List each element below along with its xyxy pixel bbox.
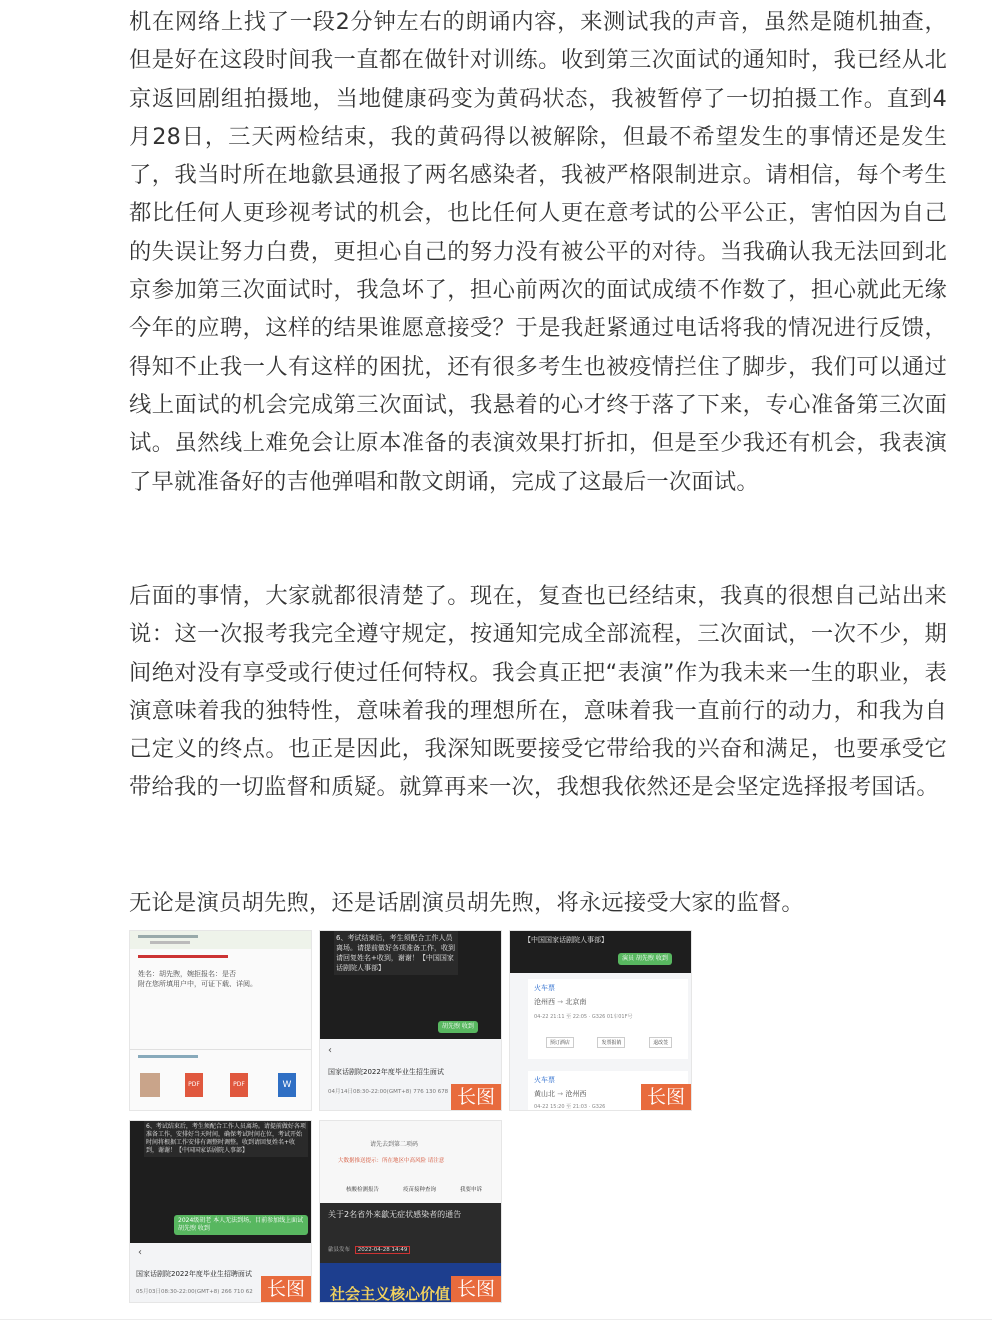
thumb5-top-note: 请先去到第二项码: [370, 1141, 419, 1148]
thumb5-banner-text: 社会主义核心价值: [330, 1285, 451, 1303]
thumb4-chat-text: 6、考试结束后，考生须配合工作人员离场。请提前做好各项准备工作，安排好当天时间，确保考试时间在位，考试开始时间将根据工作安排有调整时调整。收到请回复姓名+收到，谢谢！【中国国家话剧院人事部】: [144, 1121, 308, 1157]
long-image-badge: 长图: [641, 1084, 691, 1110]
invoice-button: 发票报销: [597, 1037, 625, 1048]
file-image-icon: [140, 1073, 160, 1097]
long-image-badge: 长图: [451, 1276, 501, 1302]
thumb2-meta: 04月14日08:30-22:00(GMT+8) 776 130 678: [328, 1089, 449, 1095]
thumb1-line-2: 附在您所填用户中，可证下载、详阅。: [138, 980, 257, 988]
back-arrow-icon: ‹: [138, 1247, 142, 1258]
image-thumbnail-4[interactable]: [129, 1120, 312, 1303]
train-ticket-icon-label: 火车票: [534, 984, 555, 992]
thumb5-source: 歙县发布: [328, 1247, 351, 1253]
thumb4-reply: 2024级胡老 本人无法到场，目前参加线上面试 胡先煦 收到: [174, 1215, 308, 1235]
long-image-badge: 长图: [451, 1084, 501, 1110]
ticket2-from: 黄山北: [534, 1090, 555, 1098]
ticket1-meta: 04-22 21:11 至 22:05 · G326 01车01F号: [534, 1014, 633, 1020]
image-thumbnail-2[interactable]: [319, 930, 502, 1111]
hotel-button: 预订酒店: [546, 1037, 574, 1048]
article-paragraph-1: 机在网络上找了一段2分钟左右的朗诵内容，来测试我的声音，虽然是随机抽查，但是好在这段时间我一直都在做针对训练。收到第三次面试的通知时，我已经从北京返回剧组拍摄地，当地健康码变为黄码状态，我被暂停了一切拍摄工作。直到4月28日，三天两检结束，我的黄码得以被解除，但最不希望发生的事情还是发生了，我当时所在地歙县通报了两名感染者，我被严格限制进京。请相信，每个考生都比任何人更珍视考试的机会，也比任何人更在意考试的公平公正，害怕因为自己的失误让努力白费，更担心自己的努力没有被公平的对待。当我确认我无法回到北京参加第三次面试时，我急坏了，担心前两次的面试成绩不作数了，担心就此无缘今年的应聘，这样的结果谁愿意接受？于是我赶紧通过电话将我的情况进行反馈，得知不止我一人有这样的困扰，还有很多考生也被疫情拦住了脚步，我们可以通过线上面试的机会完成第三次面试，我悬着的心才终于落了下来，专心准备第三次面试。虽然线上难免会让原本准备的表演效果打折扣，但是至少我还有机会，我表演了早就准备好的吉他弹唱和散文朗诵，完成了这最后一次面试。: [129, 9, 947, 495]
thumb5-warning: 大数据推送提示：所在地区中高风险 请注意: [338, 1158, 445, 1164]
thumb4-meta: 05月03日08:30-22:00(GMT+8) 266 710 62: [136, 1289, 253, 1295]
thumb2-title: 国家话剧院2022年度毕业生招生面试: [328, 1068, 444, 1076]
thumb2-chat-text: 6、考试结束后，考生须配合工作人员离场。请提前做好各项准备工作，收到请回复姓名+收到，谢谢！【中国国家话剧院人事部】: [334, 931, 458, 975]
article-paragraph-3: 无论是演员胡先煦，还是话剧演员胡先煦，将永远接受大家的监督。: [129, 890, 804, 916]
ticket1-from: 沧州西: [534, 998, 555, 1006]
thumb5-link-2: 疫苗接种查询: [402, 1187, 436, 1193]
refund-button: 退改签: [649, 1037, 672, 1048]
divider: [0, 1319, 992, 1320]
thumb2-reply: 胡先煦 收到: [438, 1021, 478, 1033]
back-arrow-icon: ‹: [328, 1045, 332, 1056]
image-thumbnail-5[interactable]: [319, 1120, 502, 1303]
ticket2-to: 沧州西: [565, 1090, 587, 1098]
thumb5-headline: 关于2名省外来歙无症状感染者的通告: [328, 1210, 462, 1219]
ticket2-meta: 04-22 15:20 至 21:03 · G326: [534, 1104, 606, 1110]
word-file-icon: W: [278, 1073, 296, 1097]
thumb3-reply: 演员 胡先煦 收到: [618, 953, 672, 965]
pdf-file-icon: PDF: [185, 1073, 203, 1097]
thumb5-link-1: 核酸检测报告: [345, 1187, 379, 1193]
thumb4-title: 国家话剧院2022年度毕业生招聘面试: [136, 1270, 252, 1278]
thumb1-line-1: 姓名：胡先煦，婉拒报名：是否: [138, 970, 236, 978]
image-thumbnail-1[interactable]: [129, 930, 312, 1111]
ticket1-to: 北京南: [565, 998, 587, 1006]
image-thumbnail-3[interactable]: 【中国国家话剧院人事部】 演员 胡先煦 收到 火车票 沧州西 → 北京南 04-22 21:11 至 22:05 · G326 01车01F号 预订酒店 发票报销 退改签 火车票 黄山北 → 沧州西 04-22 15:20 至 21:03 · G326 长图: [509, 930, 692, 1111]
pdf-file-icon: PDF: [230, 1073, 248, 1097]
long-image-badge: 长图: [261, 1276, 311, 1302]
thumb3-header: 【中国国家话剧院人事部】: [524, 936, 608, 944]
article-paragraph-2: 后面的事情，大家就都很清楚了。现在，复查也已经结束，我真的很想自己站出来说：这一次报考我完全遵守规定，按通知完成全部流程，三次面试，一次不少，期间绝对没有享受或行使过任何特权。我会真正把“表演”作为我未来一生的职业，表演意味着我的独特性，意味着我的理想所在，意味着我一直前行的动力，和我为自己定义的终点。也正是因此，我深知既要接受它带给我的兴奋和满足，也要承受它带给我的一切监督和质疑。就算再来一次，我想我依然还是会坚定选择报考国话。: [129, 583, 947, 801]
thumb5-link-3: 我要申诉: [459, 1187, 482, 1193]
train-ticket-icon-label: 火车票: [534, 1076, 555, 1084]
thumb5-date: 2022-04-28 14:49: [355, 1246, 411, 1254]
